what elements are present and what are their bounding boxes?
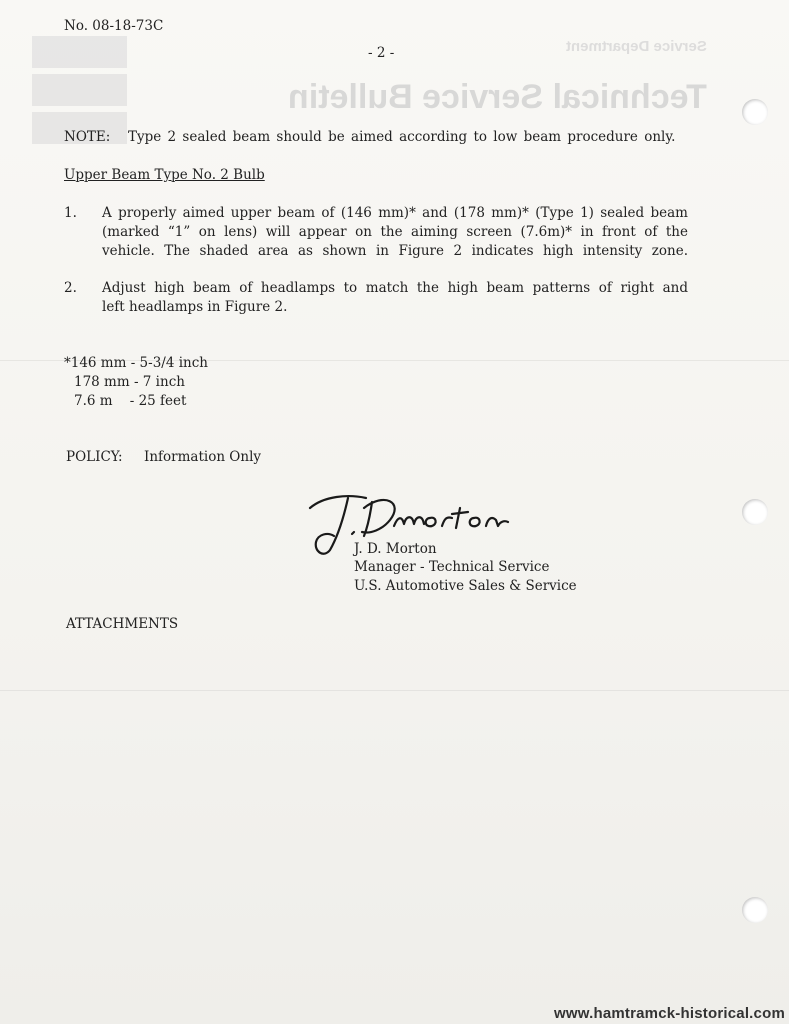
signer-organization: U.S. Automotive Sales & Service [354,578,577,594]
show-through-department: Service Department [566,38,707,55]
step-line: left headlamps in Figure 2. [102,299,288,315]
note-label: NOTE: [64,129,111,145]
binder-hole [742,99,768,125]
conversion-line: 178 mm - 7 inch [74,374,185,390]
step-line: vehicle. The shaded area as shown in Figure 2 indicates high intensity zone. [102,243,688,259]
step-line: A properly aimed upper beam of (146 mm)* and (178 mm)* (Type 1) sealed beam [102,205,688,221]
signer-title: Manager - Technical Service [354,559,550,575]
binder-hole [742,499,768,525]
step-number: 2. [64,280,77,296]
show-through-title: Technical Service Bulletin [288,78,707,116]
step-number: 1. [64,205,77,221]
show-through-logo-block [32,36,127,68]
show-through-logo-block [32,74,127,106]
paper-fold [0,690,789,691]
conversion-line: *146 mm - 5-3/4 inch [64,355,208,371]
document-number: No. 08-18-73C [64,18,164,34]
attachments-label: ATTACHMENTS [66,616,179,632]
policy-value: Information Only [144,449,262,465]
conversion-line: 7.6 m - 25 feet [74,393,187,409]
step-line: (marked “1” on lens) will appear on the aiming screen (7.6m)* in front of the [102,224,688,240]
step-line: Adjust high beam of headlamps to match the high beam patterns of right and [102,280,688,296]
policy-label: POLICY: [66,449,123,465]
section-heading: Upper Beam Type No. 2 Bulb [64,167,265,183]
signer-name: J. D. Morton [354,541,437,557]
note-text: Type 2 sealed beam should be aimed according to low beam procedure only. [128,129,676,145]
page-number: - 2 - [368,45,395,61]
site-watermark: www.hamtramck-historical.com [554,1005,785,1022]
binder-hole [742,897,768,923]
